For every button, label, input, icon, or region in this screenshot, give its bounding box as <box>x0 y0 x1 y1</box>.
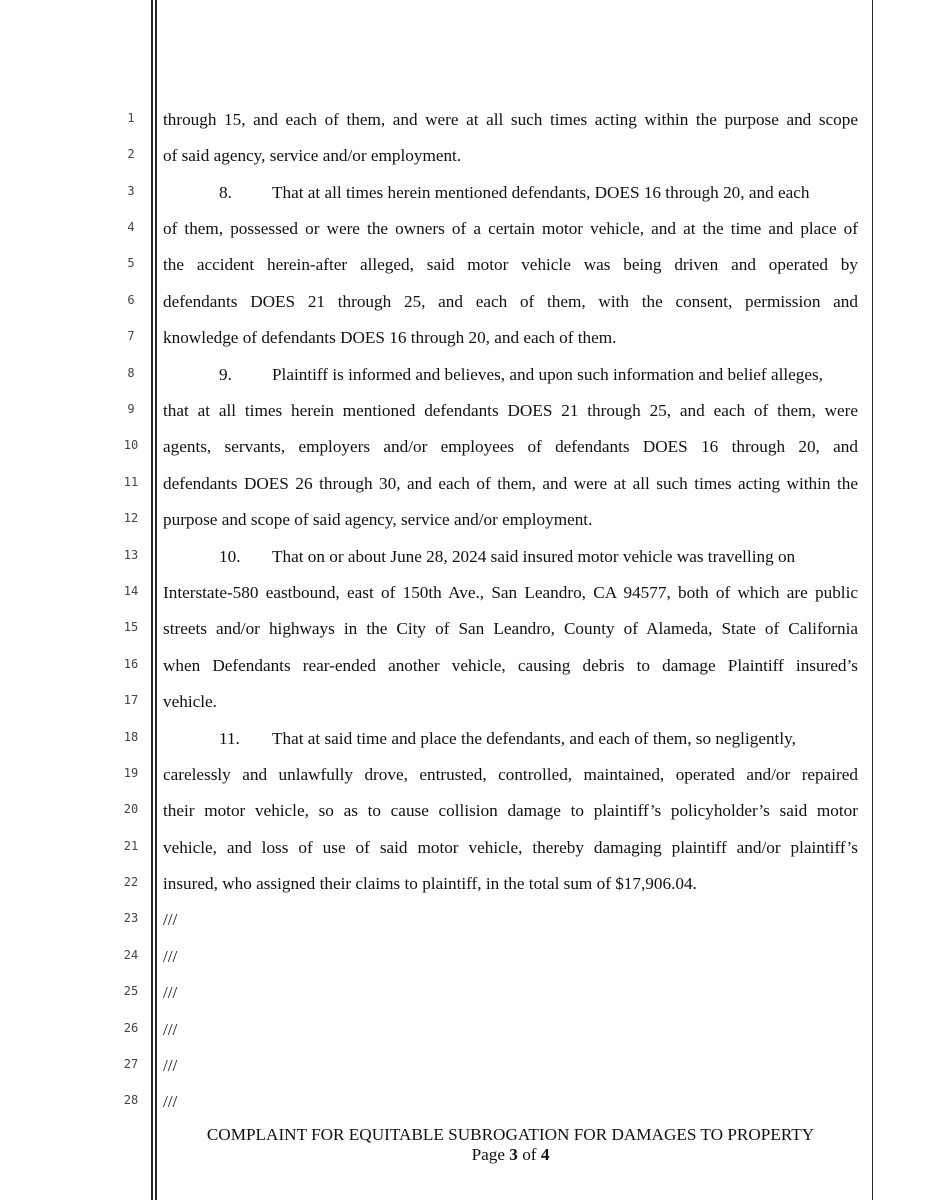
paragraph-number: 10. <box>219 547 241 566</box>
line-number: 13 <box>123 548 139 562</box>
line-number: 14 <box>123 584 139 598</box>
line-number: 25 <box>123 984 139 998</box>
continuation-marker: /// <box>163 1092 178 1111</box>
text-line: That at all times herein mentioned defendants, DOES 16 through 20, and each <box>272 183 810 202</box>
line-number: 24 <box>123 948 139 962</box>
line-number: 27 <box>123 1057 139 1071</box>
text-line: That at said time and place the defendants, and each of them, so negligently, <box>272 729 796 748</box>
text-line: knowledge of defendants DOES 16 through 20, and each of them. <box>163 328 617 347</box>
line-number: 17 <box>123 693 139 707</box>
line-number: 20 <box>123 802 139 816</box>
paragraph-number: 11. <box>219 729 240 748</box>
paragraph-10-first-line <box>219 545 858 569</box>
paragraph-number: 9. <box>219 365 232 384</box>
text-line: agents, servants, employers and/or employees of defendants DOES 16 through 20, and <box>163 437 858 456</box>
line-number: 5 <box>127 256 135 270</box>
line-number: 19 <box>123 766 139 780</box>
continuation-marker: /// <box>163 947 178 966</box>
text-line: defendants DOES 26 through 30, and each of them, and were at all such times acting within the <box>163 474 858 493</box>
page-indicator <box>163 1145 858 1165</box>
text-line: vehicle. <box>163 692 217 711</box>
line-number: 28 <box>123 1093 139 1107</box>
text-line: carelessly and unlawfully drove, entrusted, controlled, maintained, operated and/or repaired <box>163 765 858 784</box>
line-number: 12 <box>123 511 139 525</box>
line-number: 1 <box>127 111 135 125</box>
text-line: vehicle, and loss of use of said motor vehicle, thereby damaging plaintiff and/or plaintiff’s <box>163 838 858 857</box>
text-line: Plaintiff is informed and believes, and upon such information and belief alleges, <box>272 365 823 384</box>
text-line: streets and/or highways in the City of San Leandro, County of Alameda, State of California <box>163 619 858 638</box>
paragraph-9-first-line <box>219 363 858 387</box>
text-line: That on or about June 28, 2024 said insured motor vehicle was travelling on <box>272 547 796 566</box>
line-number: 23 <box>123 911 139 925</box>
text-line: the accident herein-after alleged, said motor vehicle was being driven and operated by <box>163 255 858 274</box>
text-line: that at all times herein mentioned defendants DOES 21 through 25, and each of them, were <box>163 401 858 420</box>
continuation-marker: /// <box>163 1020 178 1039</box>
document-footer <box>163 1125 858 1165</box>
line-number: 16 <box>123 657 139 671</box>
text-line: defendants DOES 21 through 25, and each of them, with the consent, permission and <box>163 292 858 311</box>
line-number: 8 <box>127 366 135 380</box>
line-number: 22 <box>123 875 139 889</box>
text-line: when Defendants rear-ended another vehicle, causing debris to damage Plaintiff insured’s <box>163 656 858 675</box>
line-number: 7 <box>127 329 135 343</box>
line-number: 18 <box>123 730 139 744</box>
page-of: of <box>522 1145 537 1164</box>
text-line: Interstate-580 eastbound, east of 150th Ave., San Leandro, CA 94577, both of which are public <box>163 583 858 602</box>
line-number: 10 <box>123 438 139 452</box>
page-current: 3 <box>509 1145 518 1164</box>
paragraph-8-first-line <box>219 181 858 205</box>
right-margin-rule <box>872 0 873 1200</box>
line-number: 26 <box>123 1021 139 1035</box>
paragraph-number: 8. <box>219 183 232 202</box>
paragraph-11-first-line <box>219 727 858 751</box>
continuation-marker: /// <box>163 910 178 929</box>
line-number: 6 <box>127 293 135 307</box>
left-margin-rule-outer <box>151 0 153 1200</box>
line-number: 9 <box>127 402 135 416</box>
line-number: 15 <box>123 620 139 634</box>
text-line: through 15, and each of them, and were at all such times acting within the purpose and scope <box>163 110 858 129</box>
footer-title: COMPLAINT FOR EQUITABLE SUBROGATION FOR DAMAGES TO PROPERTY <box>206 1125 815 1144</box>
left-margin-rule-inner <box>155 0 157 1200</box>
text-line: of said agency, service and/or employment. <box>163 146 462 165</box>
text-line: their motor vehicle, so as to cause collision damage to plaintiff’s policyholder’s said motor <box>163 801 858 820</box>
page-total: 4 <box>540 1145 550 1164</box>
text-line: purpose and scope of said agency, service and/or employment. <box>163 510 593 529</box>
line-number: 3 <box>127 184 135 198</box>
line-number: 21 <box>123 839 139 853</box>
continuation-marker: /// <box>163 983 178 1002</box>
line-number: 11 <box>123 475 139 489</box>
continuation-marker: /// <box>163 1056 178 1075</box>
text-line: insured, who assigned their claims to plaintiff, in the total sum of $17,906.04. <box>163 874 697 893</box>
text-line: of them, possessed or were the owners of a certain motor vehicle, and at the time and place of <box>163 219 858 238</box>
line-number: 4 <box>127 220 135 234</box>
line-number: 2 <box>127 147 135 161</box>
page-word: Page <box>471 1145 505 1164</box>
